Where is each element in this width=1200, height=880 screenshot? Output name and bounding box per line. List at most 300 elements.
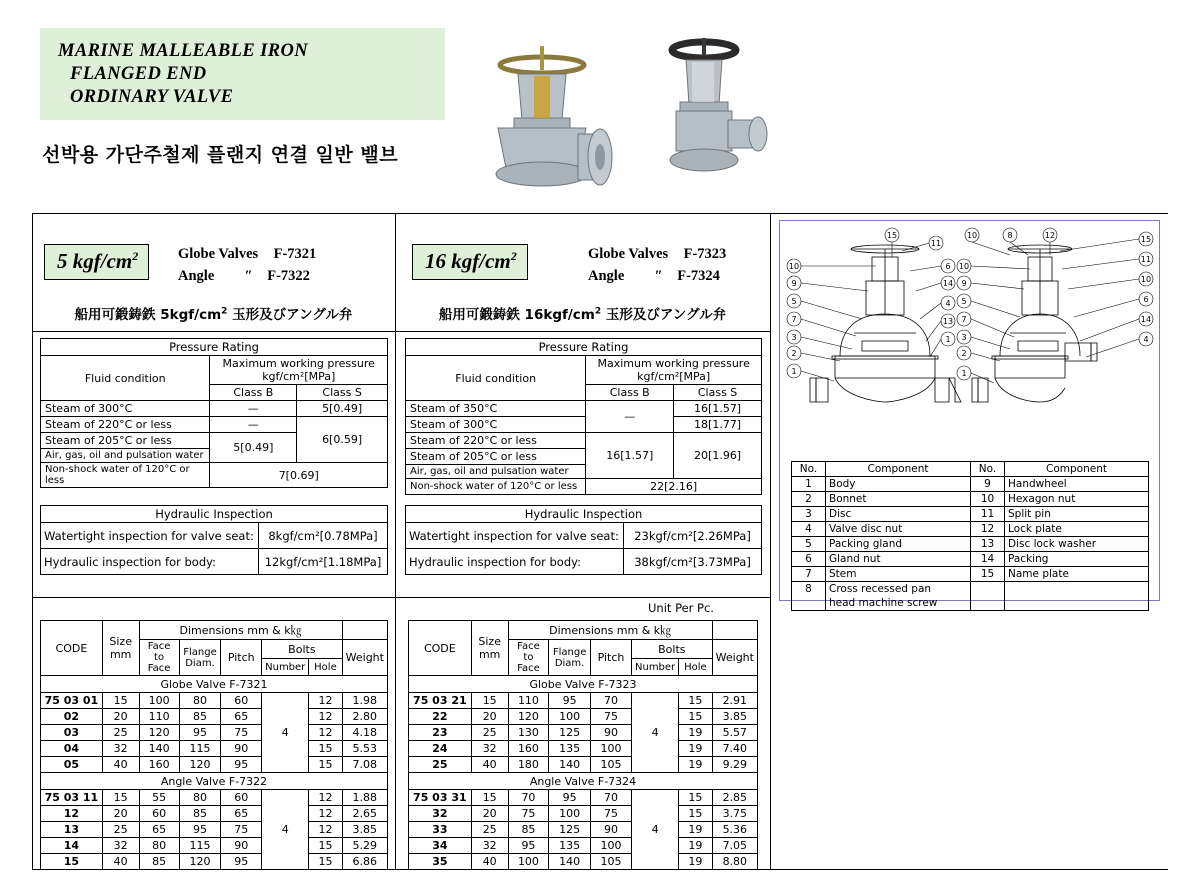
left-g0-code-3: 04 [41, 741, 103, 757]
legend-left-no-5: 6 [792, 552, 826, 567]
right-g1-face-4: 100 [508, 854, 549, 870]
svg-text:4: 4 [945, 299, 951, 308]
angle-valve-photo [658, 20, 773, 200]
legend-left-no-4: 5 [792, 537, 826, 552]
left-g0-pitch-4: 95 [221, 757, 262, 773]
legend-right-name-3: Lock plate [1005, 522, 1149, 537]
left-max-header [210, 356, 388, 385]
right-s-1: 18[1.77] [674, 417, 762, 433]
svg-text:15: 15 [1140, 235, 1152, 244]
right-g1-flange-1: 100 [549, 806, 591, 822]
right-g0-flange-4: 140 [549, 757, 591, 773]
right-name-ditto-1: ″ [654, 268, 663, 284]
right-title-underline [395, 331, 770, 332]
left-g1-hole-4: 15 [309, 854, 342, 870]
left-g0-face-2: 120 [139, 725, 179, 741]
svg-text:7: 7 [961, 315, 967, 324]
left-g1-code-0: 75 03 11 [41, 790, 103, 806]
right-g0-flange-1: 100 [549, 709, 591, 725]
svg-text:14: 14 [1140, 315, 1152, 324]
left-g0-size-2: 25 [102, 725, 139, 741]
right-hy-value-1: 38kgf/cm²[3.73MPa] [624, 549, 762, 575]
svg-text:9: 9 [791, 279, 797, 288]
left-dim-weight: Weight [342, 640, 387, 676]
svg-text:3: 3 [961, 333, 967, 342]
left-g0-face-1: 110 [139, 709, 179, 725]
left-g1-boltnum: 4 [262, 790, 309, 870]
right-pressure-title: Pressure Rating [406, 339, 762, 356]
right-g1-face-1: 75 [508, 806, 549, 822]
right-g1-hole-1: 15 [679, 806, 712, 822]
right-g1-size-4: 40 [471, 854, 508, 870]
legend-right-no-7 [971, 582, 1005, 611]
legend-left-name-0: Body [826, 477, 971, 492]
right-g1-face-3: 95 [508, 838, 549, 854]
left-group-title-1: Angle Valve F-7322 [41, 773, 388, 790]
left-g0-pitch-3: 90 [221, 741, 262, 757]
right-g1-flange-0: 95 [549, 790, 591, 806]
left-g0-pitch-1: 65 [221, 709, 262, 725]
left-g1-face-4: 85 [139, 854, 179, 870]
right-jp-title-sup: 2 [594, 306, 602, 317]
right-g0-flange-3: 135 [549, 741, 591, 757]
legend-left-name-5: Gland nut [826, 552, 971, 567]
right-g1-pitch-1: 75 [591, 806, 632, 822]
left-g1-code-1: 12 [41, 806, 103, 822]
right-name-label-1: Angle [588, 268, 625, 284]
right-g1-code-2: 33 [409, 822, 472, 838]
left-b-1: — [210, 417, 297, 433]
right-jp-title [400, 303, 765, 323]
right-g1-weight-3: 7.05 [712, 838, 757, 854]
right-g0-hole-4: 19 [679, 757, 712, 773]
right-rating-value: 16 kgf/cm [425, 249, 511, 273]
left-g1-size-2: 25 [102, 822, 139, 838]
legend-left-no-3: 4 [792, 522, 826, 537]
svg-text:10: 10 [1140, 275, 1152, 284]
right-g0-flange-2: 125 [549, 725, 591, 741]
left-g0-hole-0: 12 [309, 693, 342, 709]
legend-right-no-4: 13 [971, 537, 1005, 552]
left-g1-weight-3: 5.29 [342, 838, 387, 854]
left-dim-face: Face to Face [139, 640, 179, 676]
right-g0-code-4: 25 [409, 757, 472, 773]
right-g0-face-1: 120 [508, 709, 549, 725]
svg-text:13: 13 [942, 317, 954, 326]
legend-right-name-7 [1005, 582, 1149, 611]
divider-top [32, 213, 1168, 214]
left-g0-code-0: 75 03 01 [41, 693, 103, 709]
right-g1-size-3: 32 [471, 838, 508, 854]
left-g1-size-1: 20 [102, 806, 139, 822]
right-g0-flange-0: 95 [549, 693, 591, 709]
left-g0-hole-4: 15 [309, 757, 342, 773]
right-pressure-rating-table [405, 338, 762, 495]
right-valve-names [588, 243, 726, 287]
right-g1-pitch-0: 70 [591, 790, 632, 806]
left-g1-pitch-3: 90 [221, 838, 262, 854]
svg-text:10: 10 [788, 262, 800, 271]
left-g1-flange-3: 115 [179, 838, 221, 854]
left-rating-badge [44, 244, 149, 280]
left-b-2: 5[0.49] [210, 433, 297, 463]
left-fluid-4: Non-shock water of 120°C or less [41, 463, 210, 488]
right-g1-weight-2: 5.36 [712, 822, 757, 838]
left-rating-block [44, 244, 149, 280]
left-g0-flange-4: 120 [179, 757, 221, 773]
right-g0-face-3: 160 [508, 741, 549, 757]
right-fluid-0: Steam of 350°C [406, 401, 586, 417]
valve-cross-section-drawing [780, 221, 1159, 453]
legend-right-name-5: Packing [1005, 552, 1149, 567]
right-fluid-2: Steam of 220°C or less [406, 433, 586, 449]
right-fluid-5: Non-shock water of 120°C or less [406, 479, 586, 495]
left-g0-hole-3: 15 [309, 741, 342, 757]
right-g0-size-2: 25 [471, 725, 508, 741]
right-dim-pitch: Pitch [591, 640, 632, 676]
left-g0-pitch-2: 75 [221, 725, 262, 741]
legend-header-no-left: No. [792, 462, 826, 477]
left-s-0: 5[0.49] [297, 401, 388, 417]
right-g0-pitch-3: 100 [591, 741, 632, 757]
legend-row [792, 507, 1149, 522]
right-g0-boltnum: 4 [632, 693, 679, 773]
right-g0-weight-4: 9.29 [712, 757, 757, 773]
left-fluid-2: Steam of 205°C or less [41, 433, 210, 449]
legend-left-name-8: head machine screw [826, 596, 971, 611]
left-g1-hole-0: 12 [309, 790, 342, 806]
right-g1-pitch-4: 105 [591, 854, 632, 870]
left-hydraulic-table [40, 505, 388, 575]
right-dim-code: CODE [409, 621, 472, 676]
left-class-s: Class S [297, 385, 388, 401]
svg-text:7: 7 [791, 315, 797, 324]
unit-per-pc-label: Unit Per Pc. [648, 601, 714, 615]
right-max-header-2: kgf/cm²[MPa] [637, 370, 711, 383]
right-g0-weight-1: 3.85 [712, 709, 757, 725]
left-dim-size-unit: mm [109, 648, 132, 661]
right-b-2: 16[1.57] [586, 433, 674, 479]
svg-text:3: 3 [791, 333, 797, 342]
left-dim-separator [32, 597, 395, 598]
left-g1-hole-3: 15 [309, 838, 342, 854]
legend-left-name-6: Stem [826, 567, 971, 582]
left-fluid-header: Fluid condition [41, 356, 210, 401]
right-g1-hole-3: 19 [679, 838, 712, 854]
left-g0-flange-0: 80 [179, 693, 221, 709]
right-g0-code-2: 23 [409, 725, 472, 741]
right-name-code-0: F-7323 [683, 246, 727, 262]
right-max-header [586, 356, 762, 385]
left-name-label-0: Globe Valves [178, 246, 259, 262]
left-g1-pitch-4: 95 [221, 854, 262, 870]
left-g0-weight-3: 5.53 [342, 741, 387, 757]
legend-row [792, 477, 1149, 492]
right-dim-size-unit: mm [478, 648, 501, 661]
right-g1-code-1: 32 [409, 806, 472, 822]
left-jp-title-b: 玉形及びアングル弁 [227, 307, 353, 323]
right-g0-hole-1: 15 [679, 709, 712, 725]
svg-text:6: 6 [945, 262, 951, 271]
left-rating-sup: 2 [132, 249, 139, 263]
legend-left-no-8 [792, 596, 826, 611]
left-g1-flange-1: 85 [179, 806, 221, 822]
right-g0-size-4: 40 [471, 757, 508, 773]
legend-header-component-right: Component [1005, 462, 1149, 477]
left-g1-face-3: 80 [139, 838, 179, 854]
svg-text:15: 15 [886, 231, 898, 240]
left-g0-hole-2: 12 [309, 725, 342, 741]
right-g1-hole-2: 19 [679, 822, 712, 838]
left-valve-names [178, 243, 316, 287]
right-g0-pitch-4: 105 [591, 757, 632, 773]
left-g1-flange-0: 80 [179, 790, 221, 806]
right-g1-boltnum: 4 [632, 790, 679, 870]
right-rating-sup: 2 [510, 249, 517, 263]
right-g1-size-0: 15 [471, 790, 508, 806]
left-rating-value: 5 kgf/cm [57, 249, 133, 273]
legend-row [792, 582, 1149, 597]
right-g1-flange-2: 125 [549, 822, 591, 838]
left-g1-hole-1: 12 [309, 806, 342, 822]
left-s-1: 6[0.59] [297, 417, 388, 463]
left-dim-bolts: Bolts [262, 640, 342, 659]
right-s-0: 16[1.57] [674, 401, 762, 417]
title-banner [40, 28, 445, 120]
left-span-4: 7[0.69] [210, 463, 388, 488]
right-rating-badge [412, 244, 528, 280]
left-g0-code-4: 05 [41, 757, 103, 773]
left-hy-label-0: Watertight inspection for valve seat: [41, 523, 259, 549]
left-g1-size-4: 40 [102, 854, 139, 870]
legend-row [792, 537, 1149, 552]
legend-left-no-7: 8 [792, 582, 826, 597]
left-jp-title-a: 船用可鍛鋳鉄 5kgf/cm [74, 307, 222, 323]
svg-text:10: 10 [958, 262, 970, 271]
diagram-panel [779, 220, 1160, 609]
right-s-2: 20[1.96] [674, 433, 762, 479]
right-g0-size-1: 20 [471, 709, 508, 725]
left-g0-pitch-0: 60 [221, 693, 262, 709]
right-g0-size-0: 15 [471, 693, 508, 709]
left-fluid-3: Air, gas, oil and pulsation water [41, 449, 210, 463]
left-dim-size-label: Size [109, 635, 132, 648]
right-g0-size-3: 32 [471, 741, 508, 757]
left-hy-label-1: Hydraulic inspection for body: [41, 549, 259, 575]
right-class-s: Class S [674, 385, 762, 401]
left-g0-code-1: 02 [41, 709, 103, 725]
left-g1-weight-2: 3.85 [342, 822, 387, 838]
right-g0-weight-2: 5.57 [712, 725, 757, 741]
right-dims-header: Dimensions mm & k㎏ [508, 621, 712, 640]
title-line-2: FLANGED END [70, 64, 207, 84]
right-g1-code-4: 35 [409, 854, 472, 870]
right-dim-size-label: Size [478, 635, 501, 648]
right-g0-pitch-1: 75 [591, 709, 632, 725]
legend-left-no-2: 3 [792, 507, 826, 522]
left-b-0: — [210, 401, 297, 417]
right-fluid-header: Fluid condition [406, 356, 586, 401]
right-dim-bolts: Bolts [632, 640, 713, 659]
right-rating-block [412, 244, 528, 280]
right-g0-code-1: 22 [409, 709, 472, 725]
legend-left-name-3: Valve disc nut [826, 522, 971, 537]
left-hydraulic-title: Hydraulic Inspection [41, 506, 388, 523]
legend-right-no-0: 9 [971, 477, 1005, 492]
left-class-b: Class B [210, 385, 297, 401]
left-g1-pitch-1: 65 [221, 806, 262, 822]
right-dim-size [471, 621, 508, 676]
right-dim-flange: Flange Diam. [549, 640, 591, 676]
legend-right-name-4: Disc lock washer [1005, 537, 1149, 552]
svg-text:1: 1 [961, 369, 967, 378]
legend-left-name-4: Packing gland [826, 537, 971, 552]
right-g1-flange-3: 135 [549, 838, 591, 854]
left-name-code-0: F-7321 [273, 246, 317, 262]
left-g1-pitch-0: 60 [221, 790, 262, 806]
right-hydraulic-title: Hydraulic Inspection [406, 506, 762, 523]
legend-left-no-6: 7 [792, 567, 826, 582]
right-dim-weight: Weight [712, 640, 757, 676]
left-hy-value-1: 12kgf/cm²[1.18MPa] [259, 549, 388, 575]
left-g1-code-4: 15 [41, 854, 103, 870]
right-hy-label-0: Watertight inspection for valve seat: [406, 523, 624, 549]
left-fluid-1: Steam of 220°C or less [41, 417, 210, 433]
right-hy-value-0: 23kgf/cm²[2.26MPa] [624, 523, 762, 549]
left-pressure-rating-table [40, 338, 388, 488]
right-dimension-table [408, 620, 758, 870]
left-g1-size-3: 32 [102, 838, 139, 854]
right-g0-hole-0: 15 [679, 693, 712, 709]
left-dim-hole: Hole [309, 659, 342, 676]
right-g1-hole-4: 19 [679, 854, 712, 870]
right-dim-separator [395, 597, 770, 598]
left-g0-hole-1: 12 [309, 709, 342, 725]
left-dim-code: CODE [41, 621, 103, 676]
left-fluid-0: Steam of 300°C [41, 401, 210, 417]
legend-right-name-2: Split pin [1005, 507, 1149, 522]
left-g0-size-0: 15 [102, 693, 139, 709]
right-g1-hole-0: 15 [679, 790, 712, 806]
right-g1-code-0: 75 03 31 [409, 790, 472, 806]
left-name-ditto-1: ″ [244, 268, 253, 284]
left-g1-weight-1: 2.65 [342, 806, 387, 822]
right-g1-size-2: 25 [471, 822, 508, 838]
right-g1-weight-1: 3.75 [712, 806, 757, 822]
right-g1-weight-4: 8.80 [712, 854, 757, 870]
right-g0-code-0: 75 03 21 [409, 693, 472, 709]
legend-header-no-right: No. [971, 462, 1005, 477]
left-g0-weight-0: 1.98 [342, 693, 387, 709]
left-group-title-0: Globe Valve F-7321 [41, 676, 388, 693]
title-line-3: ORDINARY VALVE [70, 87, 234, 107]
title-line-1: MARINE MALLEABLE IRON [58, 41, 308, 61]
right-hy-label-1: Hydraulic inspection for body: [406, 549, 624, 575]
right-max-header-1: Maximum working pressure [597, 357, 750, 370]
right-g1-code-3: 34 [409, 838, 472, 854]
right-g1-pitch-2: 90 [591, 822, 632, 838]
left-g1-flange-4: 120 [179, 854, 221, 870]
legend-right-no-6: 15 [971, 567, 1005, 582]
left-g1-code-3: 14 [41, 838, 103, 854]
right-dim-hole: Hole [679, 659, 712, 676]
right-g0-pitch-2: 90 [591, 725, 632, 741]
left-g0-flange-1: 85 [179, 709, 221, 725]
right-g1-face-2: 85 [508, 822, 549, 838]
left-dim-size [102, 621, 139, 676]
legend-right-no-2: 11 [971, 507, 1005, 522]
left-g1-face-2: 65 [139, 822, 179, 838]
left-dim-pitch: Pitch [221, 640, 262, 676]
left-dim-number: Number [262, 659, 309, 676]
left-g1-size-0: 15 [102, 790, 139, 806]
right-class-b: Class B [586, 385, 674, 401]
right-group-title-0: Globe Valve F-7323 [409, 676, 758, 693]
left-g0-flange-2: 95 [179, 725, 221, 741]
left-dims-header: Dimensions mm & k㎏ [139, 621, 342, 640]
globe-valve-photo [478, 22, 633, 197]
svg-text:12: 12 [1044, 231, 1056, 240]
svg-text:11: 11 [930, 239, 942, 248]
svg-text:11: 11 [1140, 255, 1152, 264]
svg-text:5: 5 [791, 297, 797, 306]
left-g1-weight-4: 6.86 [342, 854, 387, 870]
left-g1-face-1: 60 [139, 806, 179, 822]
right-name-label-0: Globe Valves [588, 246, 669, 262]
svg-text:10: 10 [966, 231, 978, 240]
right-jp-title-a: 船用可鍛鋳鉄 16kgf/cm [438, 307, 595, 323]
left-g0-flange-3: 115 [179, 741, 221, 757]
legend-right-name-0: Handwheel [1005, 477, 1149, 492]
right-g0-face-2: 130 [508, 725, 549, 741]
svg-text:5: 5 [961, 297, 967, 306]
svg-text:6: 6 [1143, 295, 1149, 304]
right-g1-weight-0: 2.85 [712, 790, 757, 806]
legend-right-no-5: 14 [971, 552, 1005, 567]
right-g0-hole-2: 19 [679, 725, 712, 741]
svg-text:8: 8 [1007, 231, 1013, 240]
left-g0-weight-2: 4.18 [342, 725, 387, 741]
right-dim-number: Number [632, 659, 679, 676]
left-name-label-1: Angle [178, 268, 215, 284]
left-title-underline [32, 331, 395, 332]
left-name-code-1: F-7322 [267, 268, 310, 284]
right-fluid-4: Air, gas, oil and pulsation water [406, 465, 586, 479]
right-g0-weight-0: 2.91 [712, 693, 757, 709]
svg-text:2: 2 [961, 349, 967, 358]
right-b-0: — [586, 401, 674, 433]
left-g0-size-3: 32 [102, 741, 139, 757]
left-jp-title-sup: 2 [221, 306, 228, 317]
legend-left-no-0: 1 [792, 477, 826, 492]
left-g0-code-2: 03 [41, 725, 103, 741]
left-g1-face-0: 55 [139, 790, 179, 806]
left-g1-hole-2: 12 [309, 822, 342, 838]
left-max-header-1: Maximum working pressure [222, 357, 375, 370]
left-g1-weight-0: 1.88 [342, 790, 387, 806]
left-g1-pitch-2: 75 [221, 822, 262, 838]
legend-right-name-1: Hexagon nut [1005, 492, 1149, 507]
left-g0-weight-4: 7.08 [342, 757, 387, 773]
left-g0-face-4: 160 [139, 757, 179, 773]
legend-left-name-1: Bonnet [826, 492, 971, 507]
left-g0-face-3: 140 [139, 741, 179, 757]
right-g0-face-0: 110 [508, 693, 549, 709]
svg-text:14: 14 [942, 279, 954, 288]
legend-left-name-7: Cross recessed pan [826, 582, 971, 597]
component-legend [791, 461, 1149, 611]
left-g0-weight-1: 2.80 [342, 709, 387, 725]
